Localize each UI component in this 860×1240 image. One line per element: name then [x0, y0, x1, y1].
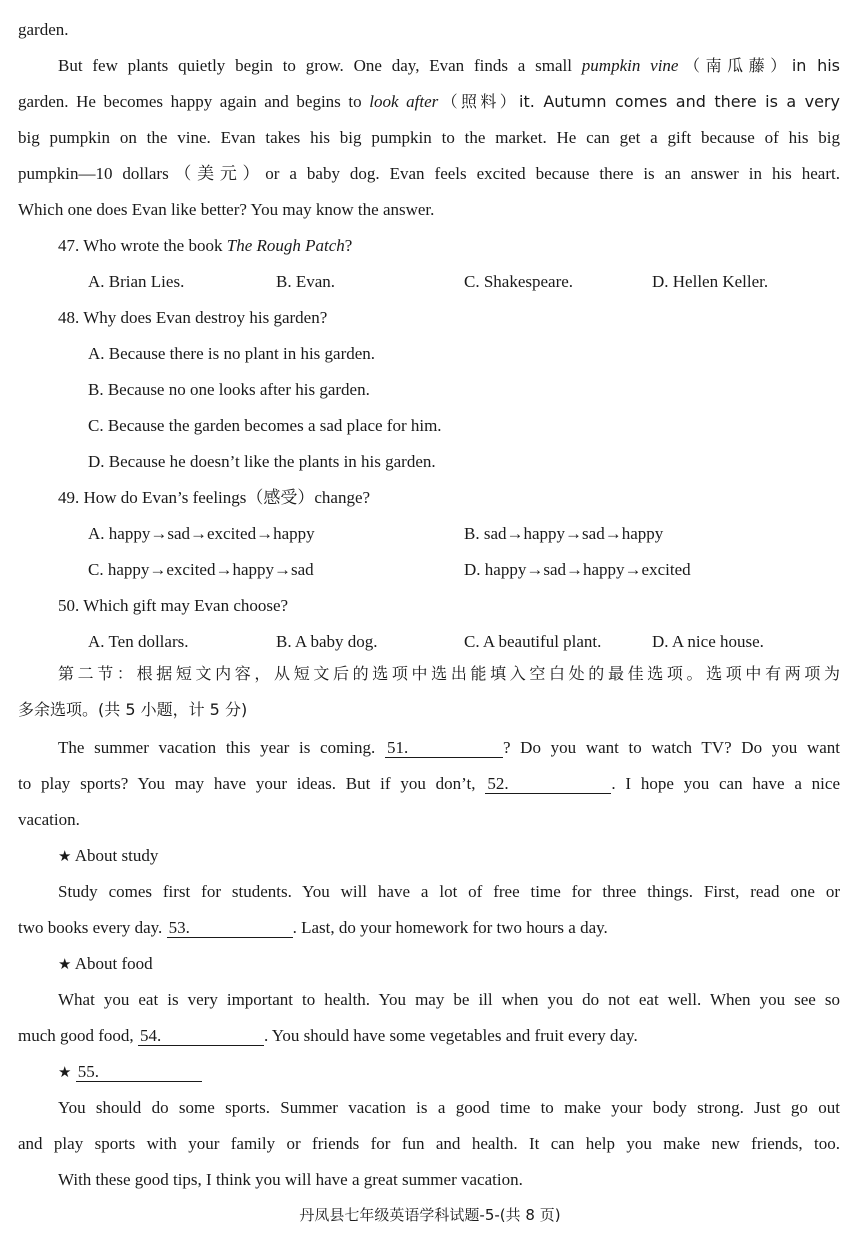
star-icon: ★ — [58, 955, 72, 973]
italic-term: pumpkin vine — [581, 56, 679, 75]
passage-line — [58, 1168, 840, 1192]
passage-line — [18, 808, 840, 832]
question-number: 50. — [58, 596, 80, 615]
page-footer: 丹凤县七年级英语学科试题-5-(共 8 页) — [299, 1206, 561, 1224]
option-c[interactable]: C. Shakespeare. — [464, 272, 574, 291]
heading-food — [58, 952, 840, 976]
answer-blank-51[interactable]: 51. — [385, 737, 503, 758]
question-stem: Which gift may Evan choose? — [83, 596, 289, 615]
answer-blank-53[interactable]: 53. — [167, 917, 293, 938]
passage-line — [18, 772, 840, 796]
star-icon: ★ — [58, 1063, 72, 1081]
text: （照料）it. Autumn comes and there is a very — [438, 92, 840, 111]
section-instruction — [58, 662, 840, 686]
option-c[interactable]: C. A beautiful plant. — [464, 632, 602, 651]
question-number: 49. — [58, 488, 80, 507]
heading-text: About study — [74, 846, 159, 865]
passage-line — [18, 198, 840, 222]
question-49 — [58, 486, 840, 510]
passage-line — [58, 988, 840, 1012]
option-text: D. Because he doesn’t like the plants in his garden. — [88, 452, 436, 471]
option-a[interactable] — [88, 342, 840, 366]
text: With these good tips, I think you will have a great summer vacation. — [58, 1170, 523, 1189]
section-instruction — [18, 698, 840, 722]
text: ? — [344, 236, 353, 255]
question-stem: Why does Evan destroy his garden? — [83, 308, 328, 327]
passage-line — [18, 18, 840, 42]
question-47 — [58, 234, 840, 258]
heading-study — [58, 844, 840, 868]
option-d[interactable] — [88, 450, 840, 474]
star-icon: ★ — [58, 847, 72, 865]
text: garden. He becomes happy again and begins to — [18, 92, 370, 111]
passage-line — [58, 54, 840, 78]
option-a[interactable]: A. happy→sad→excited→happy — [88, 524, 315, 543]
text: What you eat is very important to health. You may be ill when you do not eat well. When you see so — [58, 990, 840, 1009]
text: Which one does Evan like better? You may know the answer. — [18, 200, 435, 219]
text: and play sports with your family or friends for fun and health. It can help you make new friends, too. — [18, 1134, 840, 1153]
text: vacation. — [18, 810, 80, 829]
text: pumpkin—10 dollars（美元）or a baby dog. Evan feels excited because there is an answer in his heart. — [18, 164, 840, 183]
options-49-row2 — [88, 558, 840, 582]
passage-line — [58, 880, 840, 904]
option-text: B. Because no one looks after his garden. — [88, 380, 370, 399]
option-c[interactable]: C. happy→excited→happy→sad — [88, 560, 314, 579]
text: to play sports? You may have your ideas. But if you don’t, — [18, 774, 486, 793]
question-stem: How do Evan’s feelings（感受）change? — [83, 488, 371, 507]
options-50 — [88, 630, 840, 654]
answer-blank-55[interactable]: 55. — [76, 1061, 202, 1082]
question-48 — [58, 306, 840, 330]
italic-term: look after — [369, 92, 439, 111]
options-49-row1 — [88, 522, 840, 546]
book-title: The Rough Patch — [226, 236, 345, 255]
option-b[interactable]: B. Evan. — [276, 272, 336, 291]
answer-blank-52[interactable]: 52. — [485, 773, 611, 794]
passage-line — [18, 916, 840, 940]
passage-line — [18, 1024, 840, 1048]
text: . You should have some vegetables and fruit every day. — [263, 1026, 638, 1045]
passage-line — [18, 126, 840, 150]
question-number: 48. — [58, 308, 80, 327]
text: The summer vacation this year is coming. — [58, 738, 385, 757]
text: But few plants quietly begin to grow. One day, Evan finds a small — [58, 56, 582, 75]
text: 第二节：根据短文内容，从短文后的选项中选出能填入空白处的最佳选项。选项中有两项为 — [58, 664, 840, 683]
text: （南瓜藤）in his — [678, 56, 840, 75]
option-text: C. Because the garden becomes a sad place for him. — [88, 416, 442, 435]
question-stem: Who wrote the book — [83, 236, 227, 255]
text: . Last, do your homework for two hours a day. — [292, 918, 608, 937]
question-50 — [58, 594, 840, 618]
passage-line — [18, 162, 840, 186]
text: 多余选项。(共 5 小题，计 5 分) — [18, 700, 248, 719]
passage-line — [18, 90, 840, 114]
option-b[interactable] — [88, 378, 840, 402]
option-a[interactable]: A. Brian Lies. — [88, 272, 185, 291]
option-b[interactable]: B. A baby dog. — [276, 632, 378, 651]
option-b[interactable]: B. sad→happy→sad→happy — [464, 524, 664, 543]
option-d[interactable]: D. Hellen Keller. — [652, 272, 769, 291]
question-number: 47. — [58, 236, 80, 255]
text: You should do some sports. Summer vacation is a good time to make your body strong. Just go out — [58, 1098, 840, 1117]
heading-55 — [58, 1060, 840, 1084]
text: two books every day. — [18, 918, 167, 937]
answer-blank-54[interactable]: 54. — [138, 1025, 264, 1046]
passage-line — [58, 1096, 840, 1120]
text: big pumpkin on the vine. Evan takes his big pumpkin to the market. He can get a gift because of his big — [18, 128, 840, 147]
option-text: A. Because there is no plant in his garden. — [88, 344, 376, 363]
text: ? Do you want to watch TV? Do you want — [502, 738, 840, 757]
text: . I hope you can have a nice — [611, 774, 840, 793]
text: garden. — [18, 20, 69, 39]
text: Study comes first for students. You will have a lot of free time for three things. First, read one or — [58, 882, 840, 901]
passage-line — [58, 736, 840, 760]
passage-line — [18, 1132, 840, 1156]
option-d[interactable]: D. happy→sad→happy→excited — [464, 560, 691, 579]
option-a[interactable]: A. Ten dollars. — [88, 632, 189, 651]
option-c[interactable] — [88, 414, 840, 438]
options-47 — [88, 270, 840, 294]
text: much good food, — [18, 1026, 138, 1045]
heading-text: About food — [74, 954, 153, 973]
option-d[interactable]: D. A nice house. — [652, 632, 764, 651]
